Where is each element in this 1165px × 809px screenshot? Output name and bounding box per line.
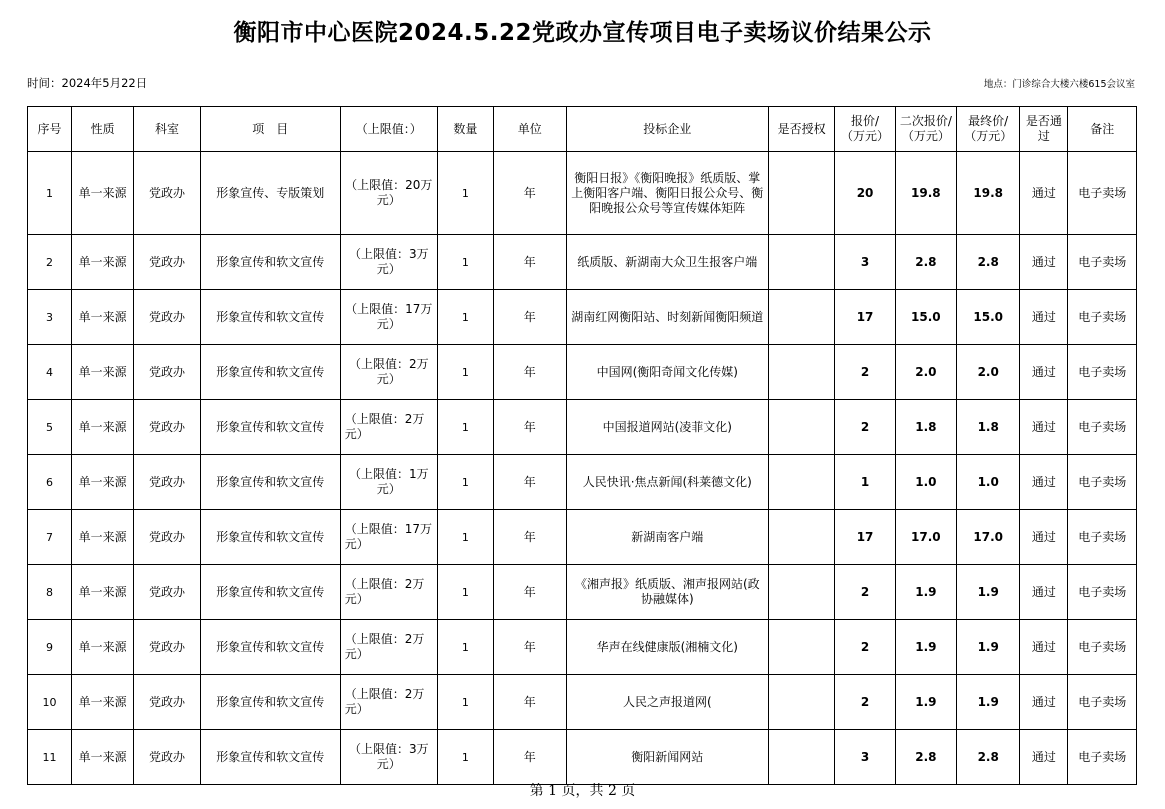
table-row	[28, 730, 1137, 785]
cell-unit: 年	[494, 675, 567, 730]
cell-nature: 单一来源	[71, 400, 133, 455]
cell-authorized	[768, 290, 834, 345]
cell-second-price: 1.0	[895, 455, 956, 510]
cell-authorized	[768, 565, 834, 620]
cell-second-price: 17.0	[895, 510, 956, 565]
cell-limit: （上限值：2万元）	[340, 400, 437, 455]
cell-nature: 单一来源	[71, 510, 133, 565]
cell-second-price: 2.8	[895, 235, 956, 290]
cell-price: 2	[835, 620, 895, 675]
cell-dept: 党政办	[134, 400, 200, 455]
cell-unit: 年	[494, 345, 567, 400]
cell-bidder: 衡阳新闻网站	[566, 730, 768, 785]
cell-item: 形象宣传、专版策划	[200, 152, 340, 235]
cell-dept: 党政办	[134, 730, 200, 785]
header-qty: 数量	[437, 107, 493, 152]
header-unit: 单位	[494, 107, 567, 152]
header-authorized: 是否授权	[768, 107, 834, 152]
cell-authorized	[768, 152, 834, 235]
table-row	[28, 235, 1137, 290]
header-second-price: 二次报价/（万元）	[895, 107, 956, 152]
cell-limit: （上限值：2万元）	[340, 620, 437, 675]
cell-price: 3	[835, 730, 895, 785]
cell-limit: （上限值：1万元）	[340, 455, 437, 510]
header-final-price: 最终价/（万元）	[957, 107, 1020, 152]
cell-item: 形象宣传和软文宣传	[200, 620, 340, 675]
cell-nature: 单一来源	[71, 565, 133, 620]
table-row	[28, 290, 1137, 345]
cell-bidder: 中国报道网站(凌菲文化)	[566, 400, 768, 455]
cell-price: 17	[835, 510, 895, 565]
announcement-time: 时间：2024年5月22日	[27, 76, 148, 90]
cell-nature: 单一来源	[71, 235, 133, 290]
cell-nature: 单一来源	[71, 345, 133, 400]
cell-limit: （上限值：3万元）	[340, 235, 437, 290]
cell-item: 形象宣传和软文宣传	[200, 455, 340, 510]
cell-nature: 单一来源	[71, 675, 133, 730]
cell-passed: 通过	[1020, 290, 1068, 345]
header-bidder: 投标企业	[566, 107, 768, 152]
cell-qty: 1	[437, 510, 493, 565]
table-row	[28, 400, 1137, 455]
cell-unit: 年	[494, 620, 567, 675]
cell-item: 形象宣传和软文宣传	[200, 400, 340, 455]
announcement-place: 地点：门诊综合大楼六楼615会议室	[983, 79, 1135, 90]
cell-final-price: 1.8	[957, 400, 1020, 455]
cell-bidder: 中国网(衡阳奇闻文化传媒)	[566, 345, 768, 400]
cell-remark: 电子卖场	[1068, 400, 1137, 455]
cell-authorized	[768, 620, 834, 675]
cell-item: 形象宣传和软文宣传	[200, 730, 340, 785]
cell-second-price: 1.8	[895, 400, 956, 455]
cell-price: 3	[835, 235, 895, 290]
table-row	[28, 620, 1137, 675]
cell-second-price: 2.8	[895, 730, 956, 785]
cell-passed: 通过	[1020, 400, 1068, 455]
cell-qty: 1	[437, 730, 493, 785]
cell-remark: 电子卖场	[1068, 510, 1137, 565]
cell-limit: （上限值：3万元）	[340, 730, 437, 785]
cell-final-price: 2.8	[957, 730, 1020, 785]
header-nature: 性质	[71, 107, 133, 152]
cell-final-price: 15.0	[957, 290, 1020, 345]
cell-bidder: 新湖南客户端	[566, 510, 768, 565]
cell-item: 形象宣传和软文宣传	[200, 675, 340, 730]
cell-remark: 电子卖场	[1068, 730, 1137, 785]
cell-nature: 单一来源	[71, 730, 133, 785]
cell-seq: 2	[28, 235, 72, 290]
cell-item: 形象宣传和软文宣传	[200, 290, 340, 345]
cell-unit: 年	[494, 400, 567, 455]
cell-remark: 电子卖场	[1068, 290, 1137, 345]
cell-remark: 电子卖场	[1068, 235, 1137, 290]
cell-authorized	[768, 675, 834, 730]
cell-nature: 单一来源	[71, 455, 133, 510]
cell-seq: 10	[28, 675, 72, 730]
cell-nature: 单一来源	[71, 620, 133, 675]
cell-passed: 通过	[1020, 620, 1068, 675]
cell-seq: 8	[28, 565, 72, 620]
cell-qty: 1	[437, 620, 493, 675]
cell-passed: 通过	[1020, 730, 1068, 785]
cell-remark: 电子卖场	[1068, 675, 1137, 730]
cell-passed: 通过	[1020, 675, 1068, 730]
cell-bidder: 湖南红网衡阳站、时刻新闻衡阳频道	[566, 290, 768, 345]
cell-unit: 年	[494, 290, 567, 345]
table-row	[28, 675, 1137, 730]
cell-limit: （上限值：2万元）	[340, 675, 437, 730]
cell-dept: 党政办	[134, 290, 200, 345]
table-header-row	[28, 107, 1137, 152]
cell-seq: 3	[28, 290, 72, 345]
cell-bidder: 华声在线健康版(湘楠文化)	[566, 620, 768, 675]
result-table	[27, 106, 1137, 785]
cell-authorized	[768, 235, 834, 290]
table-row	[28, 565, 1137, 620]
cell-seq: 7	[28, 510, 72, 565]
cell-item: 形象宣传和软文宣传	[200, 565, 340, 620]
table-row	[28, 510, 1137, 565]
cell-seq: 1	[28, 152, 72, 235]
cell-dept: 党政办	[134, 235, 200, 290]
cell-limit: （上限值：17万元）	[340, 290, 437, 345]
cell-item: 形象宣传和软文宣传	[200, 235, 340, 290]
cell-passed: 通过	[1020, 455, 1068, 510]
header-remark: 备注	[1068, 107, 1137, 152]
cell-qty: 1	[437, 455, 493, 510]
cell-second-price: 1.9	[895, 620, 956, 675]
cell-qty: 1	[437, 235, 493, 290]
cell-limit: （上限值：17万元）	[340, 510, 437, 565]
cell-passed: 通过	[1020, 152, 1068, 235]
cell-price: 2	[835, 345, 895, 400]
header-item: 项 目	[200, 107, 340, 152]
table-row	[28, 455, 1137, 510]
cell-authorized	[768, 510, 834, 565]
cell-second-price: 1.9	[895, 675, 956, 730]
cell-remark: 电子卖场	[1068, 345, 1137, 400]
cell-price: 20	[835, 152, 895, 235]
cell-unit: 年	[494, 730, 567, 785]
cell-final-price: 2.8	[957, 235, 1020, 290]
cell-unit: 年	[494, 235, 567, 290]
cell-dept: 党政办	[134, 620, 200, 675]
cell-remark: 电子卖场	[1068, 620, 1137, 675]
cell-price: 1	[835, 455, 895, 510]
cell-second-price: 1.9	[895, 565, 956, 620]
cell-authorized	[768, 730, 834, 785]
cell-bidder: 人民快讯·焦点新闻(科莱德文化)	[566, 455, 768, 510]
cell-dept: 党政办	[134, 675, 200, 730]
cell-passed: 通过	[1020, 510, 1068, 565]
cell-final-price: 17.0	[957, 510, 1020, 565]
cell-bidder: 纸质版、新湖南大众卫生报客户端	[566, 235, 768, 290]
header-dept: 科室	[134, 107, 200, 152]
cell-qty: 1	[437, 400, 493, 455]
cell-limit: （上限值：2万元）	[340, 345, 437, 400]
cell-second-price: 19.8	[895, 152, 956, 235]
cell-passed: 通过	[1020, 345, 1068, 400]
cell-dept: 党政办	[134, 510, 200, 565]
cell-dept: 党政办	[134, 565, 200, 620]
cell-qty: 1	[437, 290, 493, 345]
cell-second-price: 2.0	[895, 345, 956, 400]
cell-dept: 党政办	[134, 455, 200, 510]
cell-unit: 年	[494, 565, 567, 620]
cell-bidder: 人民之声报道网(	[566, 675, 768, 730]
cell-seq: 6	[28, 455, 72, 510]
cell-passed: 通过	[1020, 565, 1068, 620]
cell-qty: 1	[437, 675, 493, 730]
page-footer: 第 1 页，共 2 页	[529, 783, 636, 799]
cell-final-price: 1.0	[957, 455, 1020, 510]
header-seq: 序号	[28, 107, 72, 152]
table-row	[28, 345, 1137, 400]
cell-seq: 5	[28, 400, 72, 455]
cell-bidder: 衡阳日报》《衡阳晚报》纸质版、掌上衡阳客户端、衡阳日报公众号、衡阳晚报公众号等宣传媒体矩阵	[566, 152, 768, 235]
cell-item: 形象宣传和软文宣传	[200, 345, 340, 400]
cell-seq: 4	[28, 345, 72, 400]
cell-final-price: 1.9	[957, 675, 1020, 730]
cell-bidder: 《湘声报》纸质版、湘声报网站(政协融媒体)	[566, 565, 768, 620]
cell-price: 2	[835, 565, 895, 620]
cell-nature: 单一来源	[71, 290, 133, 345]
cell-item: 形象宣传和软文宣传	[200, 510, 340, 565]
cell-passed: 通过	[1020, 235, 1068, 290]
header-passed: 是否通过	[1020, 107, 1068, 152]
cell-price: 17	[835, 290, 895, 345]
cell-dept: 党政办	[134, 152, 200, 235]
cell-limit: （上限值：2万元）	[340, 565, 437, 620]
header-price: 报价/（万元）	[835, 107, 895, 152]
cell-final-price: 1.9	[957, 565, 1020, 620]
cell-unit: 年	[494, 455, 567, 510]
cell-seq: 9	[28, 620, 72, 675]
cell-qty: 1	[437, 345, 493, 400]
cell-final-price: 1.9	[957, 620, 1020, 675]
cell-remark: 电子卖场	[1068, 565, 1137, 620]
header-limit: （上限值：）	[340, 107, 437, 152]
cell-remark: 电子卖场	[1068, 152, 1137, 235]
cell-price: 2	[835, 675, 895, 730]
cell-qty: 1	[437, 565, 493, 620]
cell-authorized	[768, 455, 834, 510]
cell-price: 2	[835, 400, 895, 455]
cell-remark: 电子卖场	[1068, 455, 1137, 510]
table-row	[28, 152, 1137, 235]
document-title: 衡阳市中心医院2024.5.22党政办宣传项目电子卖场议价结果公示	[233, 20, 932, 46]
cell-qty: 1	[437, 152, 493, 235]
cell-dept: 党政办	[134, 345, 200, 400]
cell-final-price: 2.0	[957, 345, 1020, 400]
cell-authorized	[768, 345, 834, 400]
cell-seq: 11	[28, 730, 72, 785]
cell-unit: 年	[494, 510, 567, 565]
cell-final-price: 19.8	[957, 152, 1020, 235]
cell-second-price: 15.0	[895, 290, 956, 345]
cell-authorized	[768, 400, 834, 455]
cell-nature: 单一来源	[71, 152, 133, 235]
cell-limit: （上限值：20万元）	[340, 152, 437, 235]
cell-unit: 年	[494, 152, 567, 235]
